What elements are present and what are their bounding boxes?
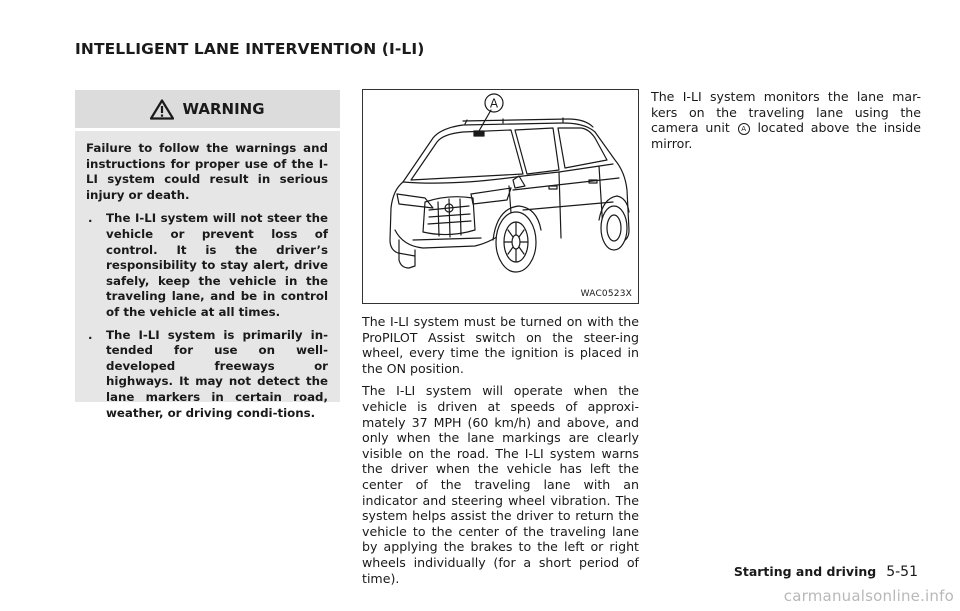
bullet: . <box>88 211 93 226</box>
column-2-text <box>362 314 639 593</box>
warning-header <box>75 90 340 131</box>
warning-body <box>75 131 340 421</box>
page-number: 5-51 <box>886 564 918 580</box>
warning-list-item <box>86 211 328 320</box>
bullet: . <box>88 327 93 342</box>
warning-heading: WARNING <box>182 100 265 118</box>
text-segment: located above the inside mirror. <box>651 120 921 151</box>
footer-section-name: Starting and driving <box>733 564 877 579</box>
warning-box <box>75 90 340 420</box>
warning-item-text: The I-LI system will not steer the vehicle or prevent loss of control. It is the driver’s responsibility to stay alert, drive safely, keep the vehicle in the traveling lane, and be in control of the vehicle at all times. <box>106 211 328 319</box>
suv-illustration <box>363 90 638 303</box>
page-footer <box>734 564 918 580</box>
warning-list-item <box>86 328 328 422</box>
warning-triangle-icon <box>150 99 174 120</box>
paragraph: The I-LI system will operate when the vehicle is driven at speeds of approxi-mately 37 MPH (60 km/h) and above, and only when the lane markings are clearly visible on the road. The I-LI system warns the driver when the vehicle has left the center of the traveling lane with an indicator and steering wheel vibration. The system helps assist the driver to return the vehicle to the center of the traveling lane by applying the brakes to the left or right wheels individually (for a short period of time). <box>362 383 639 586</box>
figure-caption: WAC0523X <box>580 289 632 299</box>
watermark: carmanualsonline.info <box>783 587 954 605</box>
section-title: INTELLIGENT LANE INTERVENTION (I-LI) <box>75 40 425 58</box>
warning-intro: Failure to follow the warnings and instructions for proper use of the I-LI system could result in serious injury or death. <box>86 141 328 202</box>
text-segment: The I-LI system monitors the lane mar-kers on the traveling lane using the camera unit <box>651 89 921 136</box>
vehicle-figure <box>362 89 639 304</box>
warning-item-text: The I-LI system is primarily in-tended for use on well-developed freeways or highways. It may not detect the lane markers in certain road, weather, or driving condi-tions. <box>106 327 328 420</box>
paragraph: The I-LI system must be turned on with the ProPILOT Assist switch on the steer-ing wheel, every time the ignition is placed in the ON position. <box>362 314 639 376</box>
figure-callout-label: A <box>489 96 499 111</box>
callout-a-icon: A <box>738 123 750 135</box>
column-3-text <box>651 89 921 158</box>
paragraph <box>651 89 921 151</box>
